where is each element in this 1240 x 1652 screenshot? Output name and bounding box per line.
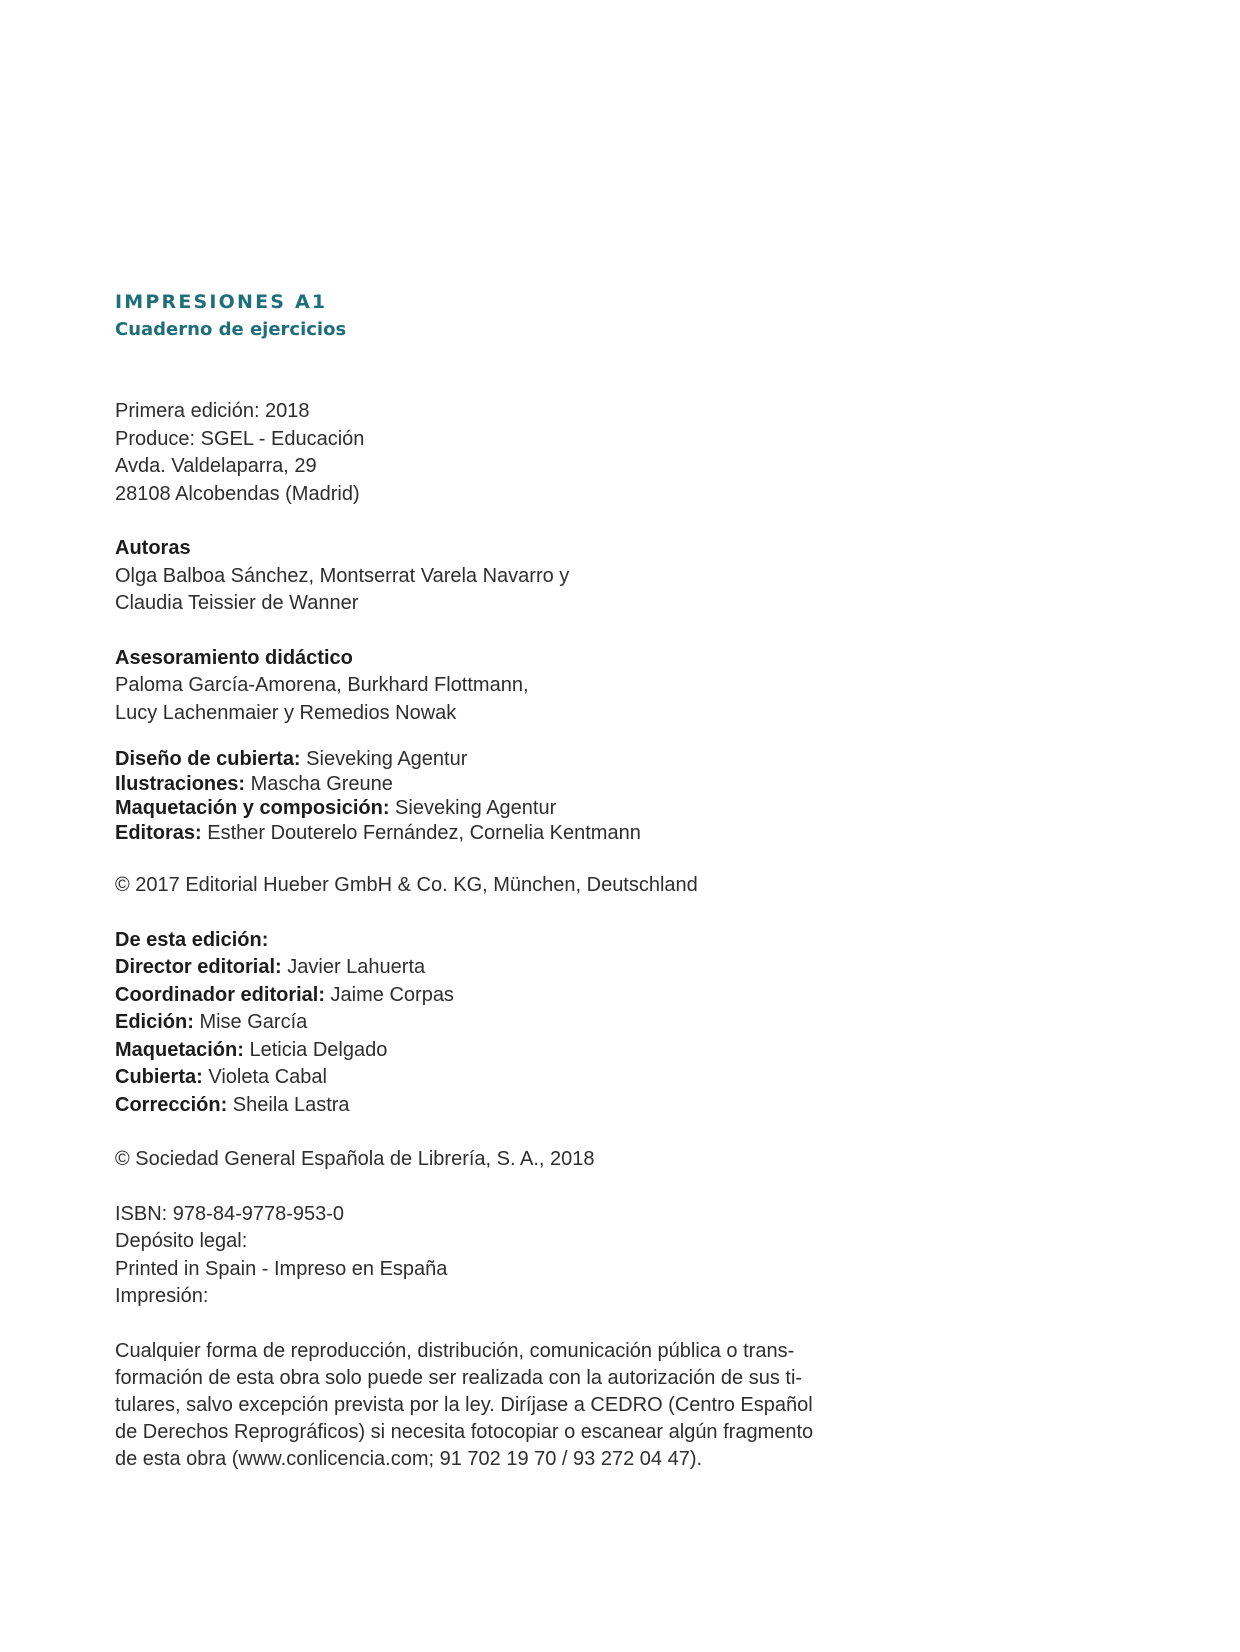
credit-value: Sieveking Agentur — [300, 748, 468, 770]
book-title: IMPRESIONES A1 — [115, 291, 328, 313]
publication-block — [115, 1201, 835, 1311]
staff-value: Jaime Corpas — [325, 983, 454, 1006]
printed-line: Printed in Spain - Impreso en España — [115, 1257, 448, 1280]
legal-notice-line: de Derechos Reprográficos) si necesita fotocopiar o escanear algún fragmento — [115, 1420, 814, 1443]
credit-value: Esther Douterelo Fernández, Cornelia Kentmann — [201, 821, 641, 844]
credits-block — [115, 747, 835, 845]
edition-line: Avda. Valdelaparra, 29 — [115, 455, 317, 477]
staff-label: Cubierta: — [115, 1066, 203, 1088]
staff-label: Director editorial: — [115, 956, 282, 978]
credit-label: Ilustraciones: — [115, 772, 246, 795]
staff-line — [115, 982, 835, 1010]
staff-value: Leticia Delgado — [243, 1038, 388, 1061]
credit-line — [115, 747, 835, 772]
staff-label: Corrección: — [115, 1093, 228, 1116]
copyright-sgel: © Sociedad General Española de Librería, S. A., 2018 — [115, 1148, 595, 1170]
staff-line — [115, 1009, 835, 1037]
staff-value: Mise García — [193, 1011, 308, 1033]
staff-line — [115, 1037, 835, 1065]
edition-line: 28108 Alcobendas (Madrid) — [115, 482, 360, 505]
this-edition-heading: De esta edición: — [115, 928, 269, 951]
credit-line — [115, 796, 835, 821]
credit-label: Editoras: — [115, 821, 202, 844]
edition-line: Primera edición: 2018 — [115, 400, 310, 422]
credit-value: Sieveking Agentur — [389, 797, 557, 819]
staff-line — [115, 954, 835, 982]
staff-label: Edición: — [115, 1011, 194, 1033]
advisory-block — [115, 645, 835, 728]
legal-deposit-line: Depósito legal: — [115, 1230, 248, 1252]
authors-heading: Autoras — [115, 537, 191, 559]
isbn-line: ISBN: 978-84-9778-953-0 — [115, 1202, 345, 1225]
credit-line — [115, 772, 835, 797]
edition-line: Produce: SGEL - Educación — [115, 427, 365, 450]
advisory-line: Paloma García-Amorena, Burkhard Flottmann, — [115, 674, 529, 696]
staff-label: Coordinador editorial: — [115, 983, 325, 1006]
copyright-hueber: © 2017 Editorial Hueber GmbH & Co. KG, München, Deutschland — [115, 874, 698, 896]
staff-value: Sheila Lastra — [227, 1093, 350, 1116]
printing-line: Impresión: — [115, 1285, 209, 1307]
edition-block — [115, 398, 835, 508]
staff-value: Javier Lahuerta — [281, 956, 426, 978]
advisory-heading: Asesoramiento didáctico — [115, 646, 353, 669]
advisory-line: Lucy Lachenmaier y Remedios Nowak — [115, 701, 457, 724]
authors-line: Claudia Teissier de Wanner — [115, 592, 359, 614]
book-subtitle: Cuaderno de ejercicios — [115, 319, 347, 340]
legal-notice-line: tulares, salvo excepción prevista por la ley. Diríjase a CEDRO (Centro Español — [115, 1393, 813, 1416]
legal-notice — [115, 1338, 835, 1473]
credit-value: Mascha Greune — [245, 772, 393, 795]
legal-notice-line: de esta obra (www.conlicencia.com; 91 702 19 70 / 93 272 04 47). — [115, 1447, 703, 1470]
staff-line — [115, 1064, 835, 1092]
credit-label: Diseño de cubierta: — [115, 748, 301, 770]
credit-label: Maquetación y composición: — [115, 797, 390, 819]
this-edition-block — [115, 927, 835, 1120]
legal-notice-line: formación de esta obra solo puede ser realizada con la autorización de sus ti- — [115, 1366, 803, 1389]
authors-block — [115, 535, 835, 618]
staff-line — [115, 1092, 835, 1120]
staff-value: Violeta Cabal — [202, 1066, 327, 1088]
authors-line: Olga Balboa Sánchez, Montserrat Varela Navarro y — [115, 564, 570, 587]
credit-line — [115, 821, 835, 846]
legal-notice-line: Cualquier forma de reproducción, distribución, comunicación pública o trans- — [115, 1339, 795, 1362]
imprint-page — [115, 288, 835, 1473]
staff-label: Maquetación: — [115, 1038, 244, 1061]
